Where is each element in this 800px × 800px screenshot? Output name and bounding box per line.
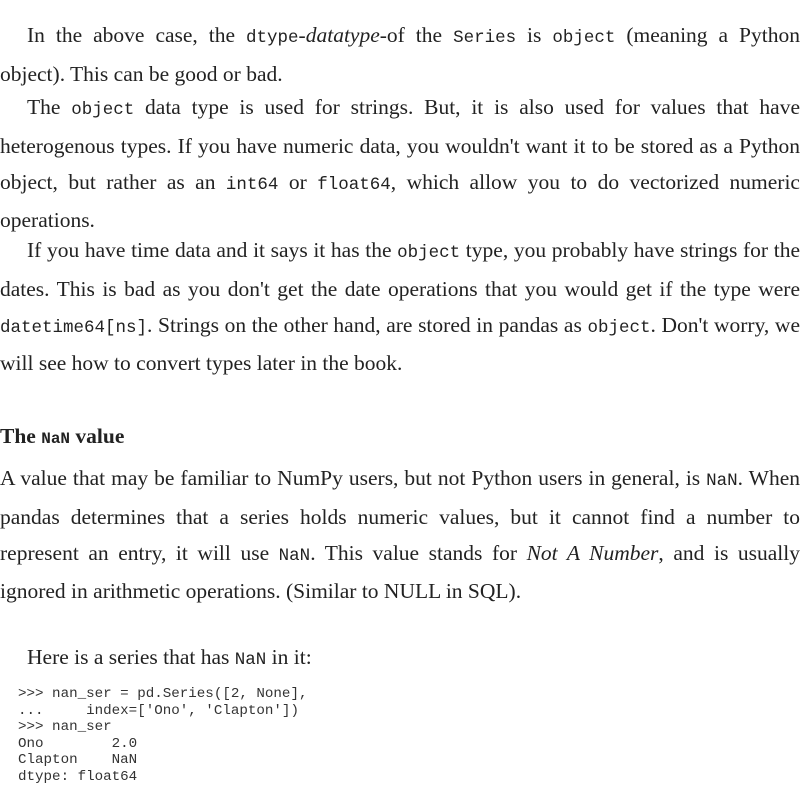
- section-heading-nan-value: [0, 422, 124, 453]
- inline-code-object: object: [71, 100, 135, 120]
- paragraph-time-data: [0, 233, 800, 382]
- text-run: Here is a series that has: [27, 645, 235, 669]
- text-run: In the above case, the: [27, 23, 247, 47]
- paragraph-nan-explanation: [0, 461, 800, 610]
- text-run: -of the: [379, 23, 454, 47]
- inline-code-datetime64: datetime64[ns]: [0, 317, 148, 338]
- text-run: in it:: [266, 645, 312, 669]
- text-run: If you have time data and it says it has the: [27, 238, 398, 262]
- code-block-nan-series: [18, 686, 307, 786]
- code-line: Ono 2.0: [18, 735, 138, 752]
- text-run: , which allow you to do vectorized numeric operations.: [0, 169, 800, 233]
- inline-code-nan: NaN: [278, 545, 311, 566]
- text-run: . When pandas determines that a series holds numeric values, but it cannot find a number to represent an entry, it will use: [0, 466, 800, 565]
- heading-text: value: [70, 424, 125, 448]
- text-run: The: [27, 95, 72, 119]
- heading-text: The: [0, 424, 42, 448]
- inline-code-series: Series: [453, 28, 517, 48]
- text-run: . Don't worry, we will see how to convert types later in the book.: [0, 312, 800, 376]
- cutoff-top-line: [28, 0, 33, 8]
- code-line: Clapton NaN: [18, 752, 138, 769]
- text-run: data type is used for strings. But, it is also used for values that have heterogenous types. If you have numeric data, you wouldn't want it to be stored as a Python object, but rather as an: [0, 95, 800, 194]
- text-run: type, you probably have strings for the dates. This is bad as you don't get the date operations that you would get if the type were: [0, 238, 800, 301]
- emphasis-datatype: datatype: [305, 23, 380, 47]
- text-run: A value that may be familiar to NumPy users, but not Python users in general, is: [0, 466, 707, 490]
- inline-code-nan: NaN: [706, 471, 738, 491]
- code-line: >>> nan_ser: [18, 719, 112, 736]
- text-run: (meaning a Python object). This can be good or bad.: [0, 23, 800, 86]
- inline-code-nan: NaN: [234, 650, 267, 670]
- inline-code-dtype: dtype: [246, 28, 299, 48]
- text-run: -: [298, 23, 306, 47]
- emphasis-not-a-number: Not A Number: [526, 540, 659, 565]
- inline-code-object: object: [552, 28, 616, 48]
- text-run: , and is usually ignored in arithmetic operations. (Similar to NULL in SQL).: [0, 540, 800, 604]
- text-run: or: [278, 169, 318, 194]
- inline-code-int64: int64: [225, 174, 279, 195]
- heading-inline-code-nan: NaN: [41, 430, 71, 448]
- paragraph-object-type: [0, 90, 800, 239]
- code-line: >>> nan_ser = pd.Series([2, None],: [18, 686, 308, 702]
- paragraph-series-with-nan: [0, 640, 800, 679]
- inline-code-float64: float64: [317, 174, 391, 195]
- text-run: . Strings on the other hand, are stored in pandas as: [147, 312, 588, 337]
- code-line: dtype: float64: [18, 768, 138, 785]
- inline-code-object: object: [397, 243, 461, 263]
- paragraph-dtype-object: [0, 18, 800, 93]
- inline-code-object: object: [587, 317, 651, 338]
- text-run: . This value stands for: [310, 540, 527, 565]
- code-line: ... index=['Ono', 'Clapton']): [18, 702, 299, 719]
- text-run: is: [516, 23, 553, 47]
